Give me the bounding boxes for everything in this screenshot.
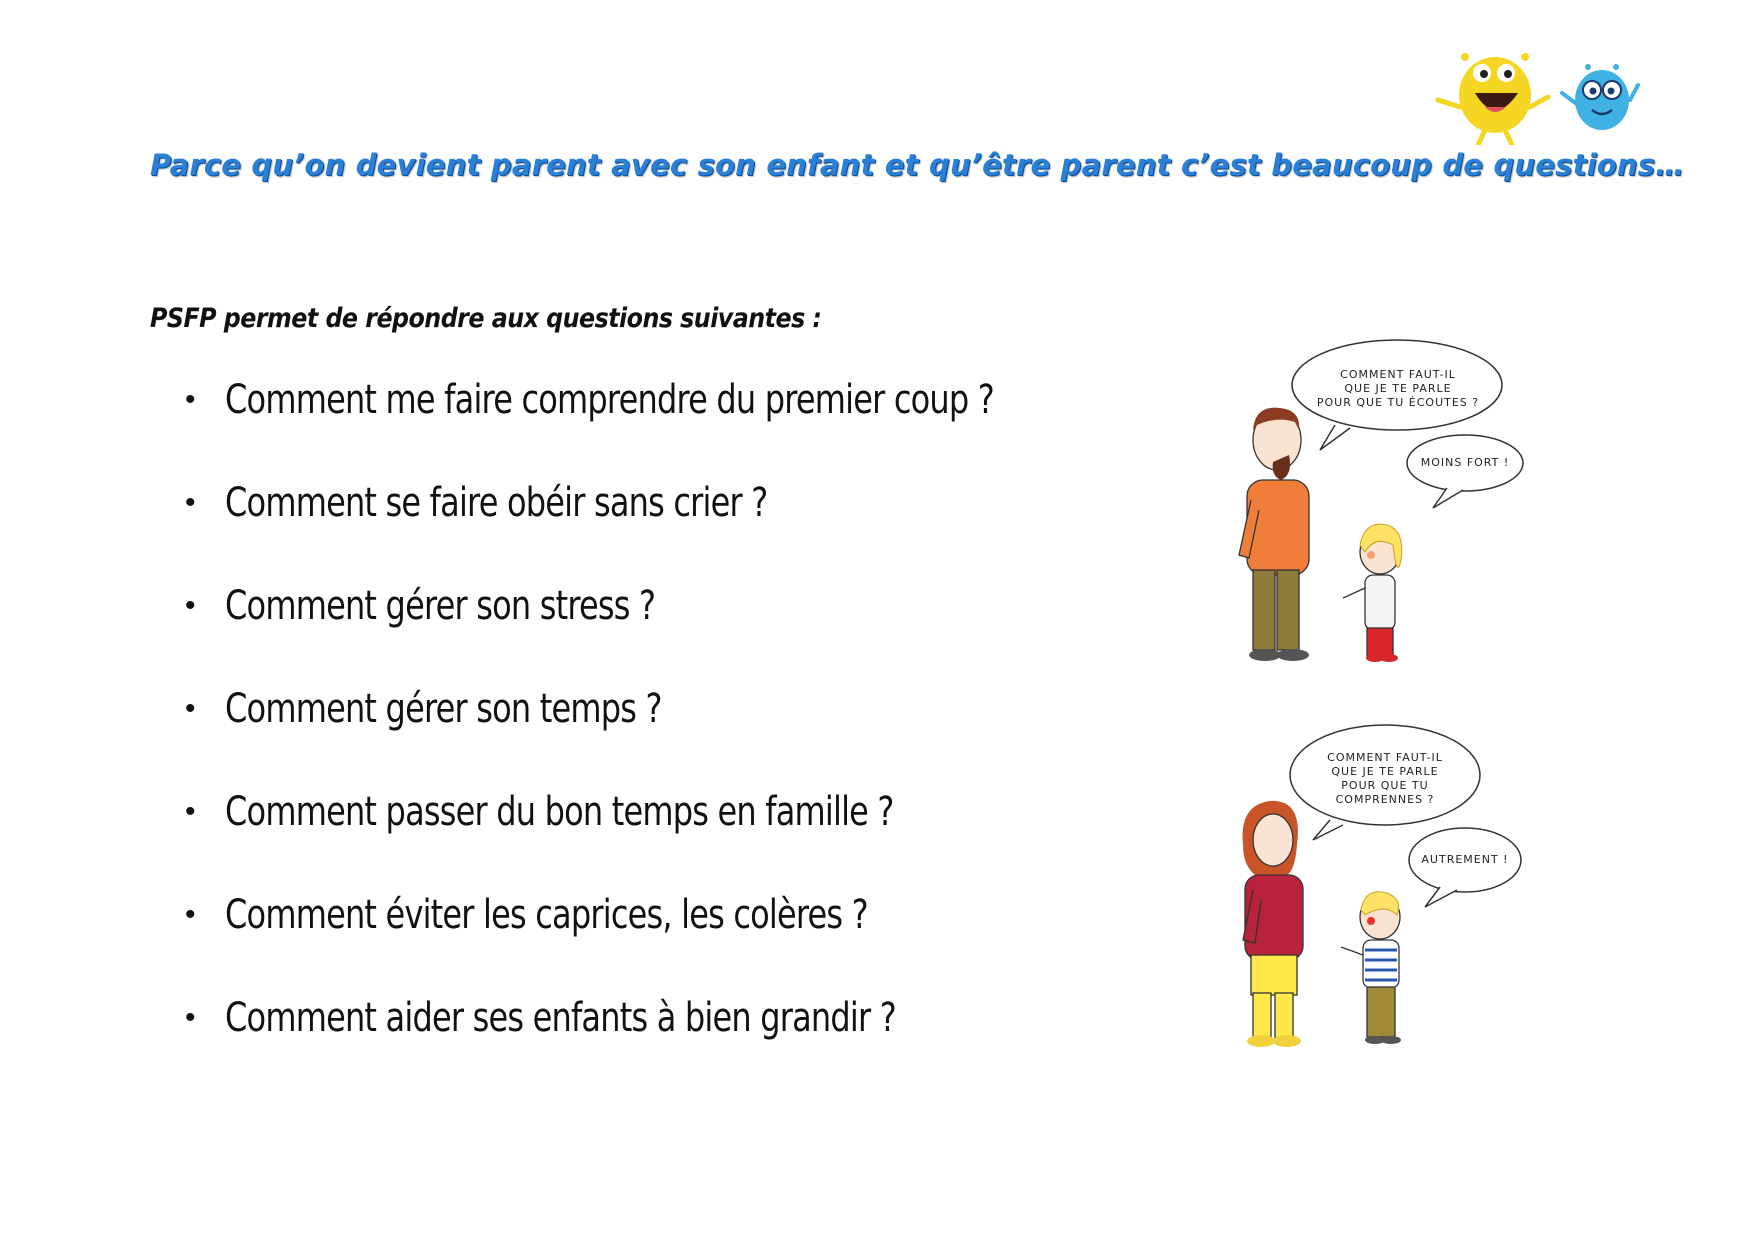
illustration-mother-boy — [1225, 715, 1545, 1060]
question-text: Comment éviter les caprices, les colères ? — [225, 892, 868, 938]
blue-monster-icon — [1562, 64, 1638, 130]
mascots-icon — [1430, 45, 1640, 145]
list-item — [185, 578, 1186, 681]
bullet-icon: • — [185, 692, 196, 725]
bubble-line: POUR QUE TU — [1341, 779, 1429, 792]
question-text: Comment gérer son temps ? — [225, 686, 662, 732]
list-item — [185, 372, 1186, 475]
bubble-line: POUR QUE TU ÉCOUTES ? — [1316, 396, 1480, 409]
intro-text: PSFP permet de répondre aux questions suivantes : — [150, 303, 822, 334]
parent-speech-bubble — [1305, 751, 1465, 807]
yellow-monster-icon — [1438, 53, 1548, 145]
list-item — [185, 990, 1186, 1093]
bullet-icon: • — [185, 383, 196, 416]
question-text: Comment se faire obéir sans crier ? — [225, 480, 768, 526]
child-speech-bubble: MOINS FORT ! — [1420, 456, 1510, 469]
bullet-icon: • — [185, 795, 196, 828]
bubble-line: QUE JE TE PARLE — [1344, 382, 1452, 395]
list-item — [185, 681, 1186, 784]
bubble-line: QUE JE TE PARLE — [1331, 765, 1439, 778]
bubble-line: COMPRENNES ? — [1335, 793, 1435, 806]
bubble-line: COMMENT FAUT-IL — [1327, 751, 1443, 764]
bullet-icon: • — [185, 486, 196, 519]
question-text: Comment gérer son stress ? — [225, 583, 656, 629]
question-text: Comment passer du bon temps en famille ? — [225, 789, 894, 835]
bullet-icon: • — [185, 898, 196, 931]
illustration-father-girl — [1225, 330, 1545, 680]
bullet-icon: • — [185, 589, 196, 622]
child-speech-bubble: AUTREMENT ! — [1421, 853, 1509, 866]
list-item — [185, 887, 1186, 990]
parent-speech-bubble — [1313, 368, 1483, 410]
list-item — [185, 475, 1186, 578]
headline: Parce qu’on devient parent avec son enfant et qu’être parent c’est beaucoup de questions… — [150, 148, 1685, 182]
bubble-line: COMMENT FAUT-IL — [1340, 368, 1456, 381]
question-list — [185, 372, 1186, 1093]
mascots-logo — [1430, 45, 1640, 145]
question-text: Comment aider ses enfants à bien grandir ? — [225, 995, 896, 1041]
question-text: Comment me faire comprendre du premier coup ? — [225, 377, 994, 423]
bullet-icon: • — [185, 1001, 196, 1034]
list-item — [185, 784, 1186, 887]
